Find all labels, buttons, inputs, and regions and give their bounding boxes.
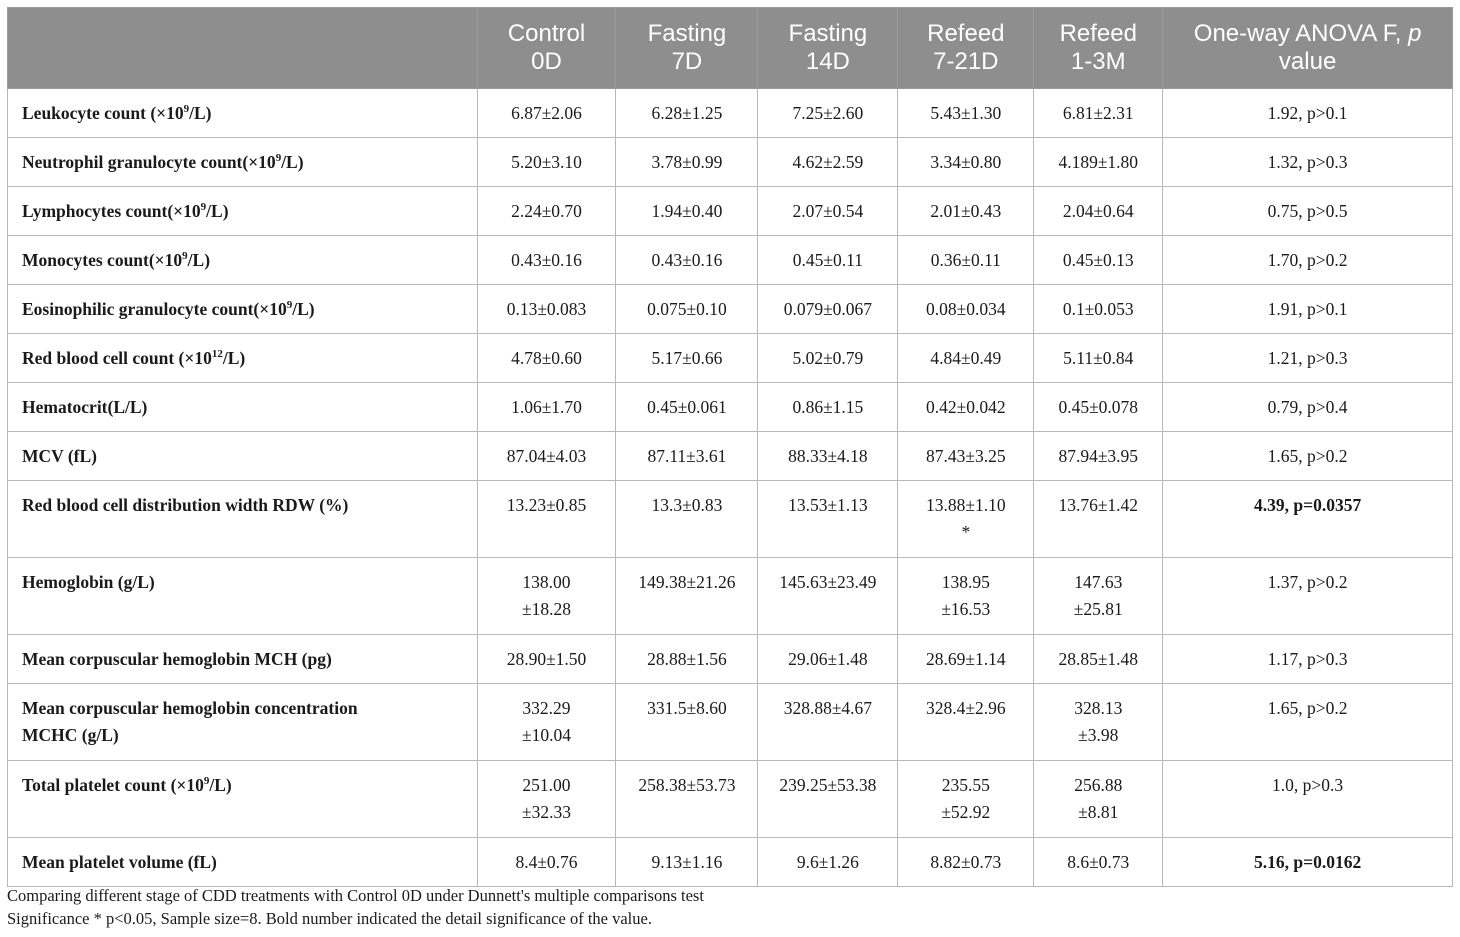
cell-refeed-1-3m: 147.63 ±25.81	[1034, 558, 1163, 635]
row-label: MCV (fL)	[8, 432, 478, 481]
cell-fasting-14d: 88.33±4.18	[758, 432, 898, 481]
cell-fasting-14d: 239.25±53.38	[758, 761, 898, 838]
cell-anova: 4.39, p=0.0357	[1163, 481, 1453, 558]
cell-refeed-7-21d: 8.82±0.73	[898, 838, 1034, 887]
cell-anova: 1.21, p>0.3	[1163, 334, 1453, 383]
row-label: Hematocrit(L/L)	[8, 383, 478, 432]
cell-refeed-7-21d: 4.84±0.49	[898, 334, 1034, 383]
cell-fasting-7d: 331.5±8.60	[616, 684, 758, 761]
header-fasting-14d: Fasting 14D	[758, 8, 898, 89]
row-label: Lymphocytes $count(\times 10^9/L)$	[8, 187, 478, 236]
cell-fasting-14d: 2.07±0.54	[758, 187, 898, 236]
row-label: Mean platelet volume (fL)	[8, 838, 478, 887]
cell-anova: 1.92, p>0.1	[1163, 89, 1453, 138]
row-label: Neutrophil granulocyte $count(\times 10^9/L)$	[8, 138, 478, 187]
table-footnote	[7, 884, 704, 930]
table-row	[8, 334, 1453, 383]
cell-anova: 1.65, p>0.2	[1163, 684, 1453, 761]
cell-anova: 5.16, p=0.0162	[1163, 838, 1453, 887]
cell-fasting-7d: 1.94±0.40	[616, 187, 758, 236]
cell-refeed-7-21d: 87.43±3.25	[898, 432, 1034, 481]
cell-fasting-14d: 0.079±0.067	[758, 285, 898, 334]
row-label: Total platelet count $(\times 10^9/L)$	[8, 761, 478, 838]
cell-fasting-14d: 0.45±0.11	[758, 236, 898, 285]
cell-refeed-1-3m: 0.45±0.078	[1034, 383, 1163, 432]
cell-fasting-14d: 29.06±1.48	[758, 635, 898, 684]
table-row	[8, 138, 1453, 187]
cell-control-0d: 6.87±2.06	[477, 89, 616, 138]
cell-fasting-7d: 0.43±0.16	[616, 236, 758, 285]
cell-anova: 1.37, p>0.2	[1163, 558, 1453, 635]
cell-fasting-7d: 3.78±0.99	[616, 138, 758, 187]
cell-control-0d: 87.04±4.03	[477, 432, 616, 481]
cell-control-0d: 2.24±0.70	[477, 187, 616, 236]
cell-refeed-7-21d: 0.36±0.11	[898, 236, 1034, 285]
cell-fasting-14d: 328.88±4.67	[758, 684, 898, 761]
cell-control-0d: 13.23±0.85	[477, 481, 616, 558]
cell-control-0d: 5.20±3.10	[477, 138, 616, 187]
header-blank	[8, 8, 478, 89]
header-refeed-1-3m: Refeed 1-3M	[1034, 8, 1163, 89]
table-row	[8, 383, 1453, 432]
cell-control-0d: 1.06±1.70	[477, 383, 616, 432]
cell-refeed-1-3m: 0.1±0.053	[1034, 285, 1163, 334]
row-label: Mean corpuscular hemoglobin MCH (pg)	[8, 635, 478, 684]
cell-fasting-7d: 87.11±3.61	[616, 432, 758, 481]
cell-refeed-7-21d: 28.69±1.14	[898, 635, 1034, 684]
cell-fasting-7d: 13.3±0.83	[616, 481, 758, 558]
cell-refeed-1-3m: 6.81±2.31	[1034, 89, 1163, 138]
cell-anova: 1.65, p>0.2	[1163, 432, 1453, 481]
cell-fasting-14d: 5.02±0.79	[758, 334, 898, 383]
cell-anova: 0.75, p>0.5	[1163, 187, 1453, 236]
row-label: Mean corpuscular hemoglobin concentration MCHC (g/L)	[8, 684, 478, 761]
cell-control-0d: 0.43±0.16	[477, 236, 616, 285]
header-refeed-7-21d: Refeed 7-21D	[898, 8, 1034, 89]
cell-fasting-14d: 145.63±23.49	[758, 558, 898, 635]
cell-fasting-7d: 5.17±0.66	[616, 334, 758, 383]
cell-anova: 1.32, p>0.3	[1163, 138, 1453, 187]
cell-anova: 1.17, p>0.3	[1163, 635, 1453, 684]
cell-refeed-1-3m: 4.189±1.80	[1034, 138, 1163, 187]
cell-refeed-1-3m: 256.88 ±8.81	[1034, 761, 1163, 838]
row-label: Red blood cell distribution width RDW (%)	[8, 481, 478, 558]
cell-refeed-1-3m: 5.11±0.84	[1034, 334, 1163, 383]
cell-control-0d: 332.29 ±10.04	[477, 684, 616, 761]
cell-control-0d: 8.4±0.76	[477, 838, 616, 887]
cell-refeed-1-3m: 328.13 ±3.98	[1034, 684, 1163, 761]
cell-refeed-1-3m: 13.76±1.42	[1034, 481, 1163, 558]
cell-control-0d: 138.00 ±18.28	[477, 558, 616, 635]
cell-fasting-7d: 258.38±53.73	[616, 761, 758, 838]
cell-fasting-7d: 0.075±0.10	[616, 285, 758, 334]
cell-control-0d: 0.13±0.083	[477, 285, 616, 334]
table-row	[8, 432, 1453, 481]
table-row	[8, 89, 1453, 138]
cell-refeed-1-3m: 2.04±0.64	[1034, 187, 1163, 236]
row-label: Hemoglobin (g/L)	[8, 558, 478, 635]
row-label: Monocytes $count(\times 10^9/L)$	[8, 236, 478, 285]
cell-refeed-7-21d: 328.4±2.96	[898, 684, 1034, 761]
cell-refeed-1-3m: 87.94±3.95	[1034, 432, 1163, 481]
cell-control-0d: 28.90±1.50	[477, 635, 616, 684]
header-fasting-7d: Fasting 7D	[616, 8, 758, 89]
header-row	[8, 8, 1453, 89]
cell-fasting-7d: 9.13±1.16	[616, 838, 758, 887]
table-row	[8, 684, 1453, 761]
cell-refeed-7-21d: 0.42±0.042	[898, 383, 1034, 432]
cell-refeed-7-21d: 13.88±1.10 *	[898, 481, 1034, 558]
table-row	[8, 838, 1453, 887]
table-row	[8, 635, 1453, 684]
cell-refeed-7-21d: 0.08±0.034	[898, 285, 1034, 334]
cell-refeed-7-21d: 235.55 ±52.92	[898, 761, 1034, 838]
cell-fasting-14d: 0.86±1.15	[758, 383, 898, 432]
table-row	[8, 761, 1453, 838]
table-row	[8, 558, 1453, 635]
cell-anova: 0.79, p>0.4	[1163, 383, 1453, 432]
cell-fasting-7d: 149.38±21.26	[616, 558, 758, 635]
cell-refeed-7-21d: 138.95 ±16.53	[898, 558, 1034, 635]
table-row	[8, 236, 1453, 285]
cell-fasting-14d: 9.6±1.26	[758, 838, 898, 887]
cell-fasting-7d: 28.88±1.56	[616, 635, 758, 684]
row-label: Leukocyte count $(\times 10^9/L)$	[8, 89, 478, 138]
header-anova: One-way ANOVA F, p value	[1163, 8, 1453, 89]
cell-control-0d: 251.00 ±32.33	[477, 761, 616, 838]
header-control-0d: Control 0D	[477, 8, 616, 89]
row-label: Red blood cell count $(\times 10^{12}/L)$	[8, 334, 478, 383]
footnote-line-1: Comparing different stage of CDD treatments with Control 0D under Dunnett's multiple comparisons test	[7, 886, 704, 905]
table-row	[8, 187, 1453, 236]
cell-fasting-14d: 13.53±1.13	[758, 481, 898, 558]
cell-anova: 1.91, p>0.1	[1163, 285, 1453, 334]
cell-fasting-14d: 4.62±2.59	[758, 138, 898, 187]
row-label: Eosinophilic granulocyte $count(\times 10^9/L)$	[8, 285, 478, 334]
cell-refeed-1-3m: 28.85±1.48	[1034, 635, 1163, 684]
cell-fasting-7d: 6.28±1.25	[616, 89, 758, 138]
cell-control-0d: 4.78±0.60	[477, 334, 616, 383]
table-row	[8, 481, 1453, 558]
cell-refeed-1-3m: 0.45±0.13	[1034, 236, 1163, 285]
cell-fasting-14d: 7.25±2.60	[758, 89, 898, 138]
blood-parameters-table	[7, 7, 1453, 887]
cell-anova: 1.70, p>0.2	[1163, 236, 1453, 285]
cell-refeed-1-3m: 8.6±0.73	[1034, 838, 1163, 887]
footnote-line-2: Significance * p<0.05, Sample size=8. Bold number indicated the detail significance of the value.	[7, 909, 652, 928]
table-row	[8, 285, 1453, 334]
cell-refeed-7-21d: 2.01±0.43	[898, 187, 1034, 236]
cell-refeed-7-21d: 3.34±0.80	[898, 138, 1034, 187]
cell-fasting-7d: 0.45±0.061	[616, 383, 758, 432]
cell-anova: 1.0, p>0.3	[1163, 761, 1453, 838]
cell-refeed-7-21d: 5.43±1.30	[898, 89, 1034, 138]
